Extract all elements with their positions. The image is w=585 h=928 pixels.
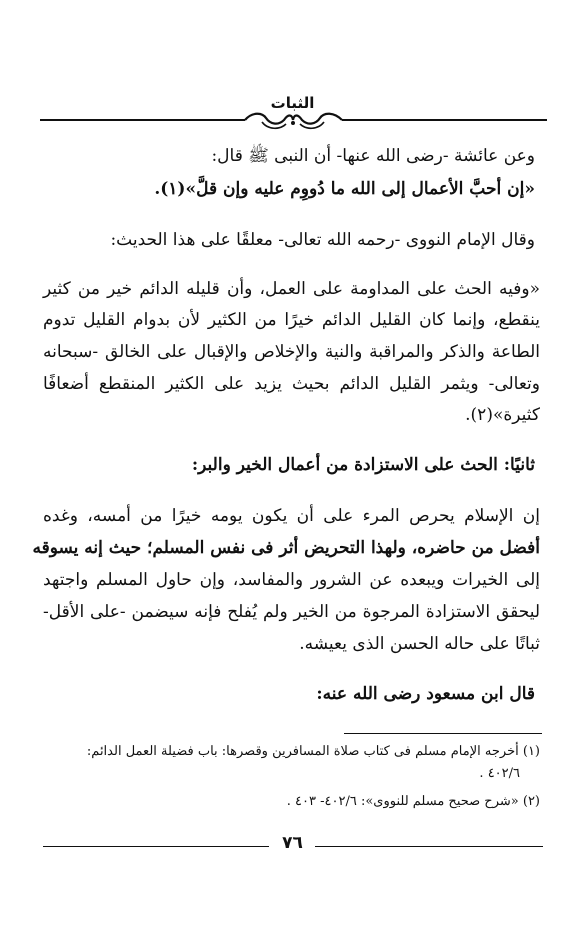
paragraph-line: إلى الخيرات ويبعده عن الشرور والمفاسد، وإن حاول المسلم واجتهد [43,570,540,590]
footnote-1-cont: ٤٠٢/٦ . [479,766,520,781]
ibn-masud-line: قال ابن مسعود رضى الله عنه: [316,684,535,704]
intro-line: وعن عائشة -رضى الله عنها- أن النبى ﷺ قال: [211,146,535,166]
footnote-separator [344,733,542,734]
section-heading: ثانيًا: الحث على الاستزادة من أعمال الخير والبر: [191,455,535,475]
footnote-1: (١) أخرجه الإمام مسلم فى كتاب صلاة المسافرين وقصرها: باب فضيلة العمل الدائم: [86,744,540,759]
header-ornament [40,108,547,132]
hadith-text: «إن أحبَّ الأعمال إلى الله ما دُووِم عليه وإن قلَّ»(١). [154,179,535,199]
quote-line: «وفيه الحث على المداومة على العمل، وأن قليله الدائم خير من كثير [43,279,540,299]
quote-line: وتعالى- ويثمر القليل الدائم بحيث يزيد على الكثير المنقطع أضعافًا [43,374,540,394]
nawawi-intro: وقال الإمام النووى -رحمه الله تعالى- معلقًا على هذا الحديث: [110,230,535,250]
paragraph-line: أفضل من حاضره، ولهذا التحريض أثر فى نفس المسلم؛ حيث إنه يسوقه [32,538,540,558]
quote-line: كثيرة»(٢). [465,405,540,425]
paragraph-line: ليحقق الاستزادة المرجوة من الخير ولم يُفلح فإنه سيضمن -على الأقل- [43,602,540,622]
running-title: الثبات [270,94,315,112]
footnote-2: (٢) «شرح صحيح مسلم للنووى»: ٤٠٢/٦- ٤٠٣ . [286,794,540,809]
quote-line: ينقطع، وإنما كان القليل الدائم خيرًا من الكثير لأن بدوام القليل تدوم [43,310,540,330]
paragraph-line: ثباتًا على حاله الحسن الذى يعيشه. [299,634,540,654]
paragraph-line: إن الإسلام يحرص المرء على أن يكون يومه خيرًا من أمسه، وغده [43,506,540,526]
quote-line: الطاعة والذكر والمراقبة والنية والإخلاص والإقبال على الخالق -سبحانه [43,342,540,362]
page-number: ٧٦ [282,833,303,853]
